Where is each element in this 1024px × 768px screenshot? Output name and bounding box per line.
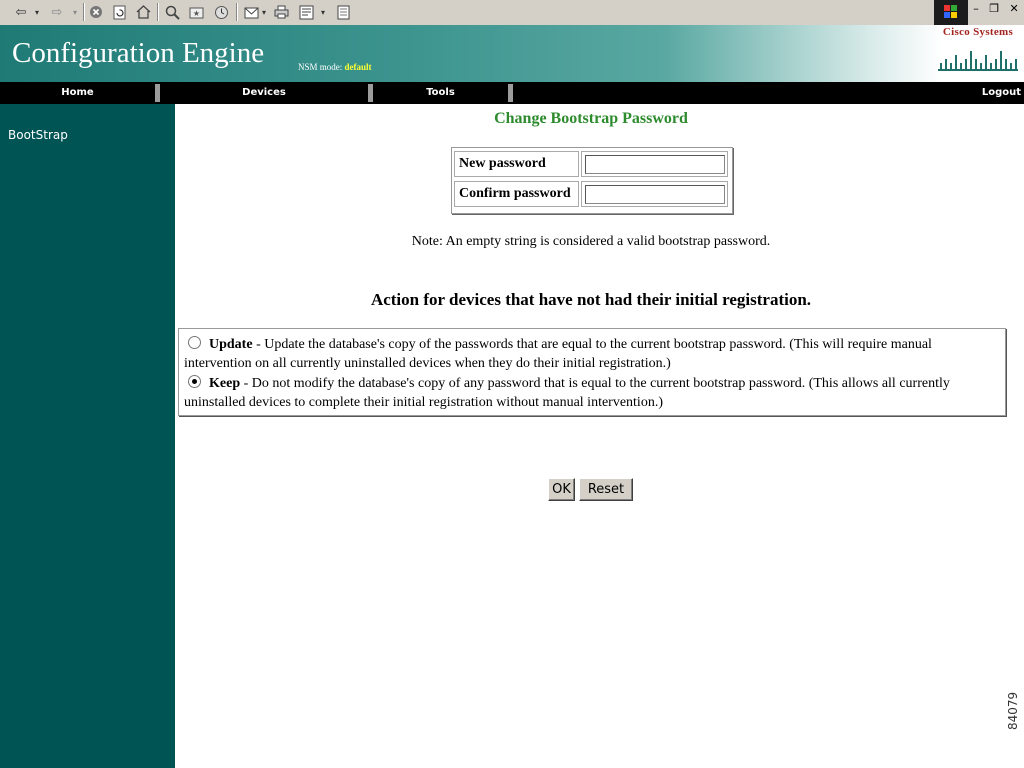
nav-devices[interactable]: Devices [242,87,286,98]
update-label: Update [209,337,253,352]
favorites-icon[interactable] [187,3,205,21]
refresh-icon[interactable] [110,3,128,21]
toolbar-separator [157,3,158,21]
main-nav [0,82,1024,104]
app-title: Configuration Engine [12,37,265,69]
sidebar [0,104,175,768]
nav-tools[interactable]: Tools [426,87,455,98]
nsm-label: NSM mode: [298,62,343,72]
browser-toolbar [0,0,1024,26]
home-icon[interactable] [134,3,152,21]
update-description: - Update the database's copy of the passwords that are equal to the current bootstrap password. (This will require manual intervention on all currently uninstalled devices when they do their initial registration.) [184,337,932,371]
keep-description: - Do not modify the database's copy of any password that is equal to the current bootstrap password. (This allows all currently uninstalled devices to complete their initial registration without manual intervention.) [184,376,950,410]
confirm-password-cell [581,181,728,207]
keep-radio[interactable] [188,375,201,388]
back-icon[interactable]: ⇦ [15,4,27,20]
close-icon[interactable]: ✕ [1009,2,1019,15]
new-password-label: New password [454,151,579,177]
confirm-password-row [454,181,728,207]
cisco-bridge-icon [938,41,1018,71]
stop-icon[interactable] [87,3,105,21]
edit-icon[interactable] [297,3,315,21]
main-content [175,104,1024,768]
windows-logo-icon [934,0,968,25]
forward-icon[interactable]: ⇨ [51,4,63,20]
confirm-password-input[interactable] [585,185,725,204]
minimize-icon[interactable]: – [973,2,979,15]
sidebar-item-bootstrap[interactable]: BootStrap [8,128,68,142]
back-dropdown-icon[interactable]: ▾ [34,7,39,17]
toolbar-separator [83,3,84,21]
new-password-cell [581,151,728,177]
password-note: Note: An empty string is considered a valid bootstrap password. [411,234,771,249]
svg-text:★: ★ [192,8,200,18]
forward-dropdown-icon[interactable]: ▾ [72,7,77,17]
confirm-password-label: Confirm password [454,181,579,207]
reset-button[interactable]: Reset [579,478,633,501]
nav-divider [508,84,513,102]
action-heading: Action for devices that have not had their initial registration. [370,290,812,309]
print-icon[interactable] [272,3,290,21]
option-update [184,335,999,373]
nsm-mode [298,62,372,72]
nav-home[interactable]: Home [61,87,94,98]
page-title: Change Bootstrap Password [494,110,688,127]
ok-button[interactable]: OK [548,478,575,501]
search-icon[interactable] [163,3,181,21]
new-password-row [454,151,728,177]
history-icon[interactable] [212,3,230,21]
password-table [451,147,733,214]
option-keep [184,374,999,412]
restore-icon[interactable]: ❐ [989,2,1000,15]
window-controls [968,0,1024,25]
discuss-icon[interactable] [334,3,352,21]
nav-logout[interactable]: Logout [981,87,1021,98]
figure-id: 84079 [1006,691,1020,730]
keep-label: Keep [209,376,241,391]
brand-name: Cisco Systems [942,26,1014,38]
update-radio[interactable] [188,336,201,349]
header-banner [0,25,1024,82]
edit-dropdown-icon[interactable]: ▾ [320,7,325,17]
action-options [178,328,1006,416]
mail-icon[interactable] [242,3,260,21]
toolbar-separator [236,3,237,21]
new-password-input[interactable] [585,155,725,174]
mail-dropdown-icon[interactable]: ▾ [261,7,266,17]
nsm-value: default [344,62,372,72]
cisco-logo [936,26,1020,72]
